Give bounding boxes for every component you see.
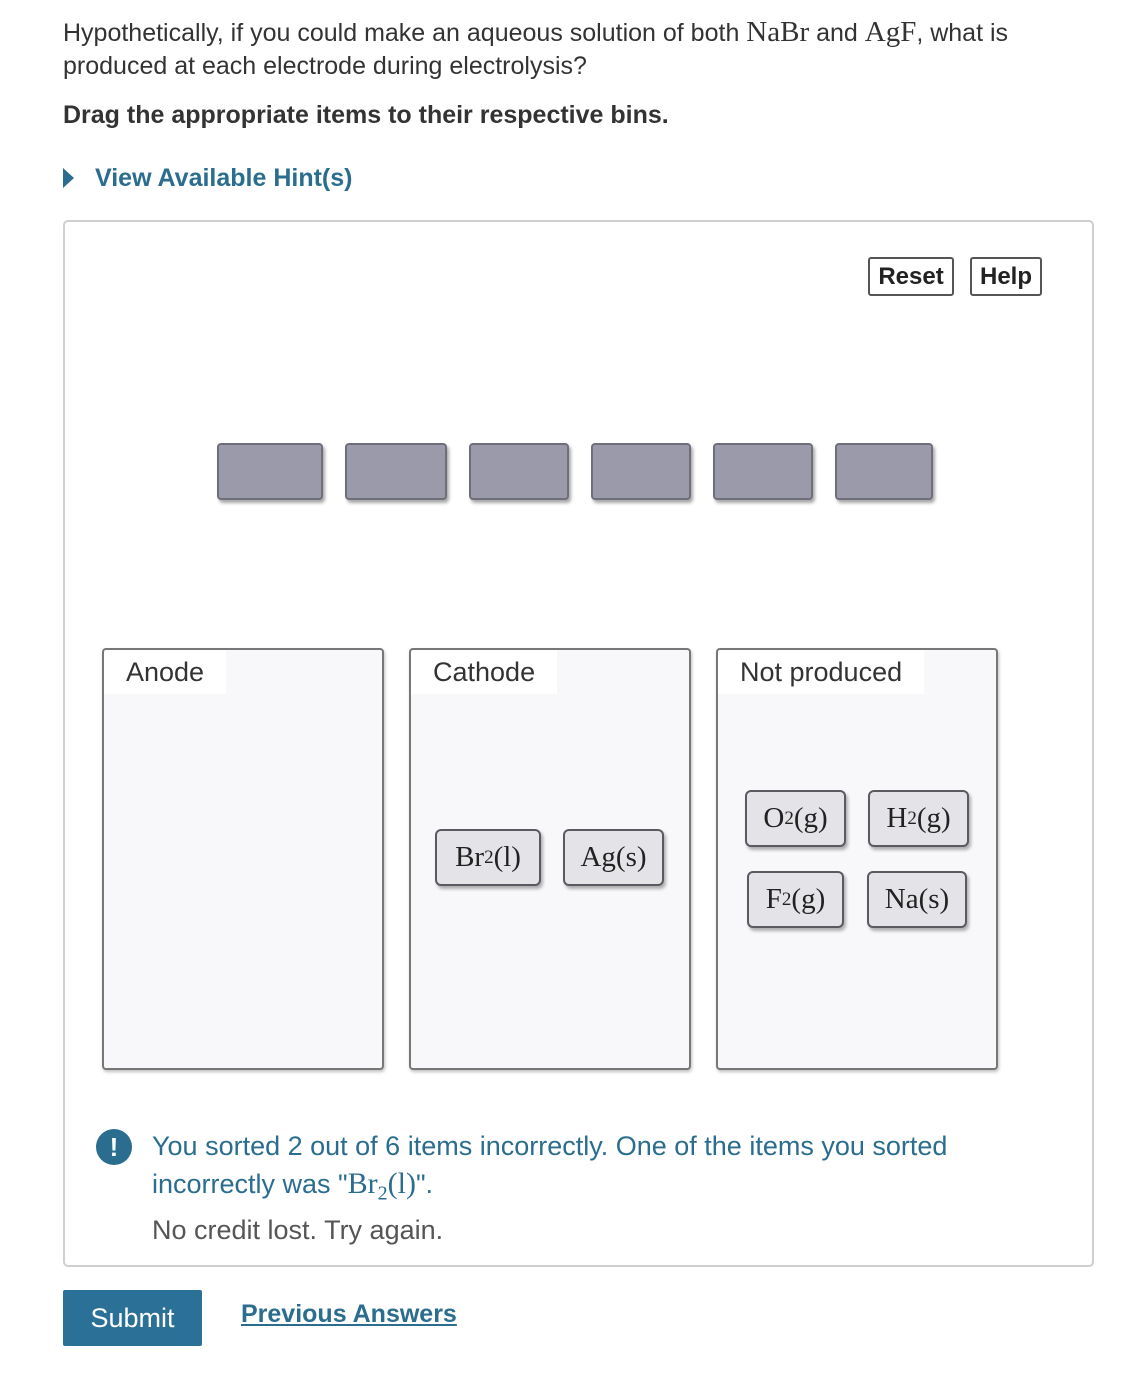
feedback-main: You sorted 2 out of 6 items incorrectly. One of the items you sorted incorrectly was "$Br_2(l)$". [152, 1131, 948, 1205]
feedback-message [152, 1128, 1052, 1249]
item-br2-l[interactable]: Br 2 (l) [435, 829, 541, 886]
alert-icon: ! [96, 1129, 132, 1165]
help-button[interactable]: Help [970, 257, 1042, 296]
empty-slot[interactable] [591, 443, 691, 500]
bin-anode[interactable] [102, 648, 384, 1070]
item-h2-g[interactable]: H 2 (g) [868, 790, 969, 847]
question-suffix: , what is produced at each electrode during electrolysis? [63, 19, 1009, 80]
view-hints-label: View Available Hint(s) [95, 163, 353, 192]
question-prefix: Hypothetically, if you could make an aqueous solution of both [63, 19, 740, 47]
empty-slot[interactable] [217, 443, 323, 500]
item-o2-g[interactable]: O 2 (g) [745, 790, 846, 847]
submit-button[interactable]: Submit [63, 1290, 202, 1346]
instruction-text: Drag the appropriate items to their respective bins. [63, 101, 669, 129]
item-f2-g[interactable]: F 2 (g) [747, 871, 844, 928]
empty-slot[interactable] [469, 443, 569, 500]
view-hints-toggle[interactable] [63, 160, 352, 196]
reset-button[interactable]: Reset [868, 257, 954, 296]
item-ag-s[interactable]: Ag(s) [563, 829, 664, 886]
feedback-credit: No credit lost. Try again. [152, 1215, 444, 1246]
bin-label-anode: Anode [104, 650, 226, 694]
bin-label-cathode: Cathode [411, 650, 557, 694]
question-conj: and [816, 19, 858, 47]
empty-slot[interactable] [345, 443, 447, 500]
expand-triangle-icon [63, 168, 74, 188]
bin-not-produced[interactable] [716, 648, 998, 1070]
item-na-s[interactable]: Na(s) [867, 871, 967, 928]
question-text [63, 16, 1093, 83]
empty-slot[interactable] [713, 443, 813, 500]
bin-label-not-produced: Not produced [718, 650, 924, 694]
compound-nabr: NaBr [746, 16, 810, 48]
previous-answers-link[interactable]: Previous Answers [241, 1300, 457, 1328]
compound-agf: AgF [864, 16, 917, 48]
empty-slot[interactable] [835, 443, 933, 500]
